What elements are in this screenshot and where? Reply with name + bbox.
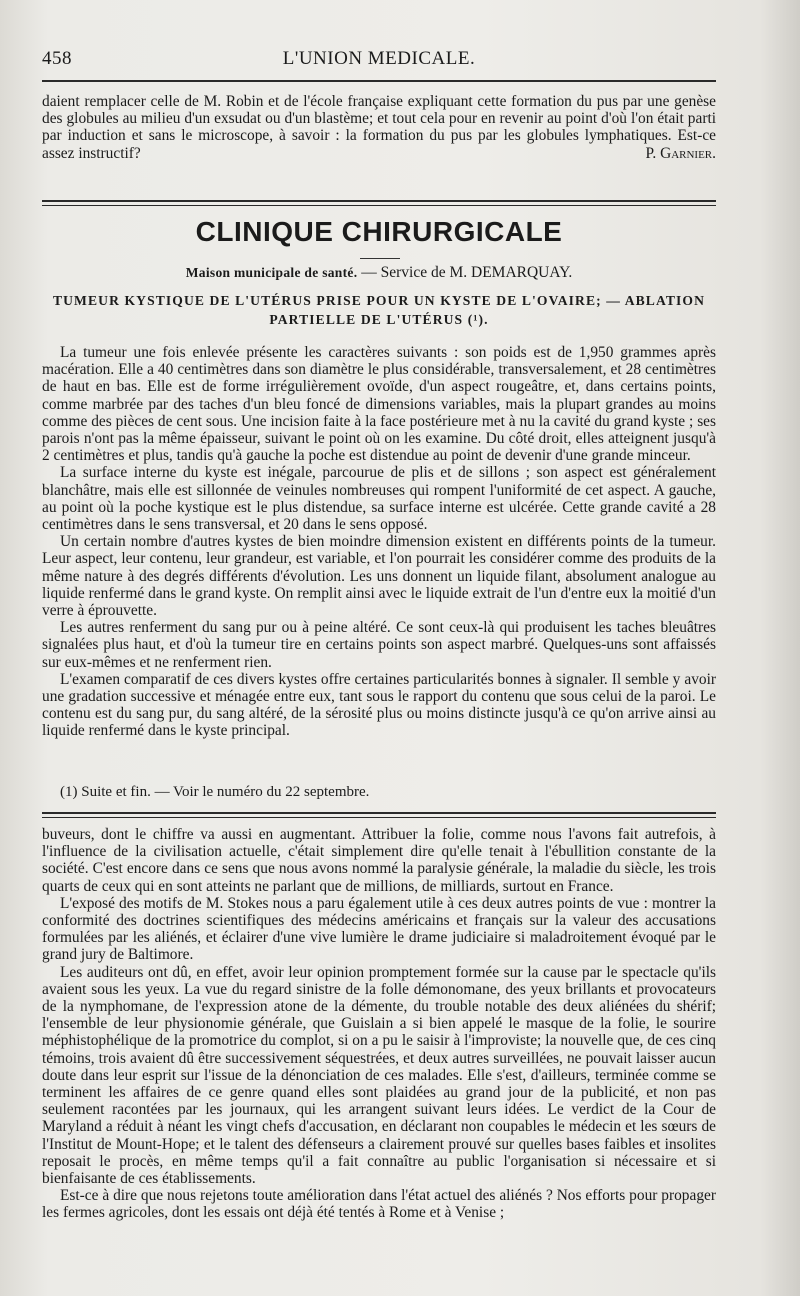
running-head — [42, 48, 716, 74]
article-paragraph: La surface interne du kyste est inégale, parcourue de plis et de sillons ; son aspect est généralement blanchâtre, mais elle est sillonnée de veinules nombreuses qui rompent l'uniformité de cet aspect. A gauche, au point où la poche kystique est le plus distendue, sa surface interne est ulcérée. Cette grande cavité a 28 centimètres dans le sens transversal, et 20 dans le sens opposé. — [42, 464, 716, 534]
subtitle-line-2: PARTIELLE DE L'UTÉRUS (¹). — [269, 312, 489, 327]
section-rule-top — [42, 200, 716, 202]
top-paragraph-text: daient remplacer celle de M. Robin et de l'école française expliquant cette formation du pus par une genèse des globules au milieu d'un exsudat ou d'un blastème; et tout cela pour en revenir au point d'où l'on était parti par induction et sans le microscope, à savoir : la formation du pus par les globules lymphatiques. Est-ce assez instructif? — [42, 93, 716, 162]
article-body — [42, 344, 716, 740]
service-line — [42, 264, 716, 282]
continued-paragraph: buveurs, dont le chiffre va aussi en augmentant. Attribuer la folie, comme nous l'avons fait autrefois, à l'influence de la civilisation actuelle, c'était simplement dire qu'elle tenait à l'ébullition constante de la société. C'est encore dans ce sens que nous avons nommé la paralysie générale, la maladie du siècle, les trois quarts de ceux qui en sont atteints ne parlant que de millions, de milliards, surtout en France. — [42, 826, 716, 895]
service-name: — Service de M. DEMARQUAY. — [357, 264, 573, 281]
subtitle-line-1: TUMEUR KYSTIQUE DE L'UTÉRUS PRISE POUR UN KYSTE DE L'OVAIRE; — ABLATION — [52, 293, 706, 308]
continued-body — [42, 826, 716, 1222]
footnote-text: (1) Suite et fin. — Voir le numéro du 22 septembre. — [60, 784, 370, 800]
article-paragraph: L'examen comparatif de ces divers kystes offre certaines particularités bonnes à signaler. Il semble y avoir une gradation successive et ménagée entre eux, tant sous le rapport du contenu que sous celui de la paroi. Le contenu est du sang pur, du sang altéré, de la sérosité plus ou moins distincte jusqu'à ce qu'on arrive ainsi au liquide renfermé dans le kyste principal. — [42, 670, 716, 740]
article-paragraph: La tumeur une fois enlevée présente les caractères suivants : son poids est de 1,950 grammes après macération. Elle a 40 centimètres dans son diamètre le plus considérable, transversalement, et 28 centimètres de haut en bas. Elle est de forme irrégulièrement ovoïde, d'un aspect rougeâtre, et, dans certains points, comme marbrée par des taches d'un bleu foncé de dimensions variables, mais la plupart grandes au moins comme des pièces de cent sous. Une incision faite à la face postérieure met à nu la cavité du grand kyste ; ses parois n'ont pas la même épaisseur, suivant le point où on les examine. Du côté droit, elles atteignent jusqu'à 2 centimètres et plus, tandis qu'à gauche la poche est distendue au point de devenir d'une grande minceur. — [42, 344, 716, 465]
header-rule — [42, 80, 716, 82]
footnote-rule — [42, 812, 716, 814]
institution: Maison municipale de santé. — [185, 265, 358, 280]
author-signature: P. Garnier. — [645, 144, 716, 162]
article-paragraph: Les autres renferment du sang pur ou à peine altéré. Ce sont ceux-là qui produisent les taches bleuâtres signalées plus haut, et d'où la tumeur tire en certains points son aspect marbré. Quelques-uns sont affaissés sur eux-mêmes et ne renferment rien. — [42, 619, 716, 671]
page-number: 458 — [42, 48, 72, 69]
article-subtitle — [42, 291, 716, 329]
journal-title: L'UNION MEDICALE. — [282, 48, 476, 69]
article-paragraph: Un certain nombre d'autres kystes de bien moindre dimension existent en différents points de la tumeur. Leur aspect, leur contenu, leur grandeur, est variable, et l'on pourrait les considérer comme des produits de la même nature à des degrés différents d'évolution. Les uns donnent un liquide filant, absolument analogue au liquide renfermé dans le grand kyste. On remplit ainsi avec le liquide extrait de l'un d'entre eux la moitié d'un verre à éprouvette. — [42, 533, 716, 620]
continued-paragraph: L'exposé des motifs de M. Stokes nous a paru également utile à ces deux autres points de vue : montrer la conformité des doctrines scientifiques des médecins américains et français sur la valeur des accusations formulées par les aliénés, et éclairer d'une vive lumière le drame judiciaire si maladroitement évoqué par le grand jury de Baltimore. — [42, 894, 716, 964]
top-paragraph — [42, 93, 716, 162]
footnote — [42, 784, 716, 801]
continued-paragraph: Est-ce à dire que nous rejetons toute amélioration dans l'état actuel des aliénés ? Nos efforts pour propager les fermes agricoles, dont les essais ont déjà été tentés à Rome et à Venise ; — [42, 1187, 716, 1222]
continued-paragraph: Les auditeurs ont dû, en effet, avoir leur opinion promptement formée sur la cause par le spectacle qu'ils avaient sous les yeux. La vue du regard sinistre de la folle démonomane, des yeux brillants et provocateurs de la nymphomane, de l'expression atone de la démente, du trouble notable des deux aliénées du shérif; l'ensemble de leur physionomie générale, que Guislain a si bien appelé le masque de la folie, le sourire méphistophélique de la promotrice du complot, si on a pu le saisir à l'improviste; la nouvelle que, de ces cinq témoins, trois avaient dû être successivement séquestrées, et deux autres surveillées, ne pouvait laisser aucun doute dans leur esprit sur l'issue de la dénonciation de ces malades. Elle s'est, d'ailleurs, terminée comme se terminent les affaires de ce genre quand elles sont plaidées au grand jour de la publicité, et non pas seulement racontées par les journaux, qui les arrangent suivant leurs idées. Le verdict de la Cour de Maryland a réduit à néant les vingt chefs d'accusation, en déclarant non coupables le médecin et les sœurs de l'Institut de Mount-Hope; et le talent des défenseurs a clairement prouvé sur quelles bases faibles et insolites reposait le procès, en même temps qu'il a fait connaître au public l'organisation si nécessaire et si bienfaisante de ces établissements. — [42, 963, 716, 1188]
title-short-rule — [360, 258, 400, 259]
footnote-rule-thin — [42, 817, 716, 818]
section-title: CLINIQUE CHIRURGICALE — [195, 216, 563, 247]
section-rule-top-thin — [42, 205, 716, 206]
